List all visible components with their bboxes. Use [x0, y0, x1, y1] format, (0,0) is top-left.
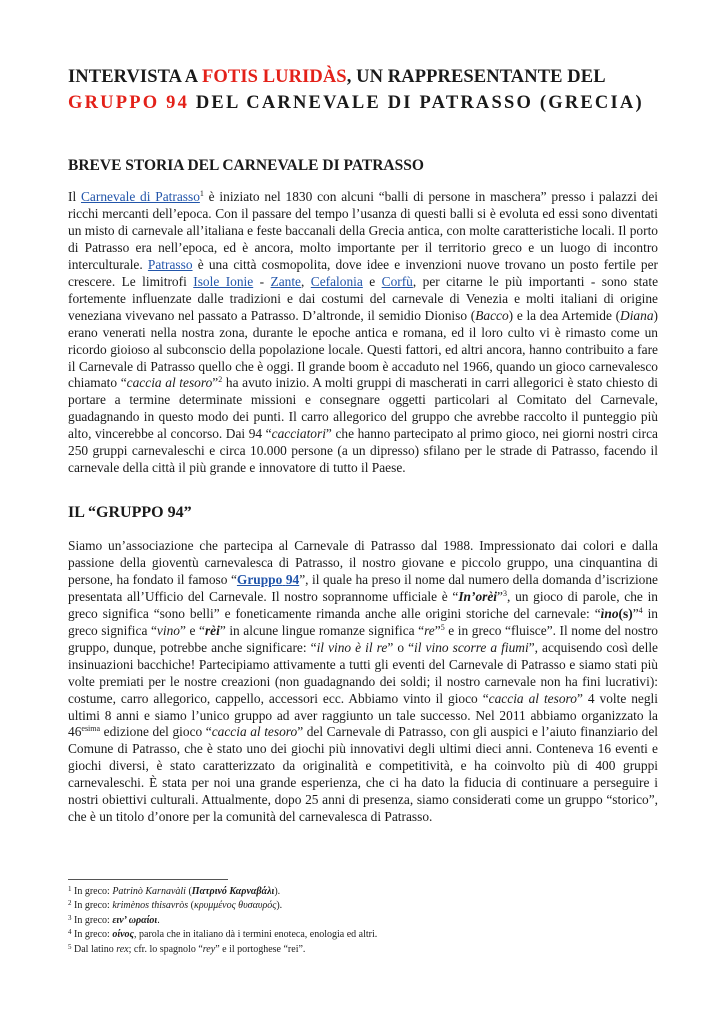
- link-gruppo-94[interactable]: Gruppo 94: [236, 571, 300, 587]
- footnote-ref-3[interactable]: 3: [503, 588, 507, 598]
- document-page: [68, 64, 659, 825]
- link-cefalonia[interactable]: Cefalonia: [310, 273, 363, 289]
- link-patrasso[interactable]: Patrasso: [147, 256, 193, 272]
- footnote-separator: [68, 879, 228, 880]
- link-carnevale-di-patrasso[interactable]: Carnevale di Patrasso: [80, 189, 200, 204]
- link-zante[interactable]: Zante: [270, 273, 301, 289]
- section-heading-history: BREVE STORIA DEL CARNEVALE DI PATRASSO: [68, 157, 424, 174]
- footnote-5: $^5$ Dal latino rex; cfr. lo spagnolo “rey” e il portoghese “rei”.: [68, 942, 306, 955]
- group-paragraph: Siamo un’associazione che partecipa al Carnevale di Patrasso dal 1988. Impressionato dai colori e dalla passione della gioventù carnevalesca di Patrasso, il nostro giovane e piccolo gruppo, una cinquantina di persone, ha fondato il famoso “Gruppo 94”, il quale ha preso il nome dal numero della domanda d’iscrizione presentata all’Ufficio del Carnevale. Il nostro soprannome ufficiale è “In’orèi”$^3$, un gioco di parole, che in greco significa “sono belli” e foneticamente rimanda anche alle origini storiche del carnevale: “ìno(s)”$^4$ in greco significa “vino” e “rèi” in alcune lingue romanze significa “re”$^5$ e in greco “fluisce”. Il nome del nostro gruppo, dunque, potrebbe anche significare: “il vino è il re” o “il vino scorre a fiumi”, acquisendo così delle insinuazioni bacchiche! Partecipiamo attivamente a tutti gli eventi del Carnevale di Patrasso e siamo stati più volte premiati per le nostre creazioni (non guadagnando dei soldi; il nostro carnevale non ha fini lucrativi): costume, carro allegorico, cappello, accessori ecc. Abbiamo vinto il gioco “caccia al tesoro” 4 volte negli ultimi 8 anni e siamo l’unico gruppo ad aver raggiunto un tale successo. Nel 2011 abbiamo organizzato la $46^{esima}$ edizione del gioco “caccia al tesoro” del Carnevale di Patrasso, con gli auspici e l’aiuto finanziario del Comune di Patrasso, che è stato uno dei giochi più innovativi degli ultimi dieci anni. Conteneva 16 eventi e giochi diversi, è stato caratterizzato da originalità e competitività, e ha coinvolto più di 400 gruppi carnevaleschi. È stata per noi una grande esperienza, che ci ha dato la fiducia di continuare a perseguire i nostri obiettivi culturali. Attualmente, dopo 25 anni di presenza, siamo considerati come un gruppo “storico”, che è un titolo d’onore per la comunità del carnevalesca di Patrasso.: [68, 538, 659, 825]
- link-corfu[interactable]: Corfù: [381, 273, 413, 289]
- footnotes: [68, 885, 658, 957]
- footnote-4: $^4$ In greco: οίνος, parola che in italiano dà i termini enoteca, enologia ed altri.: [68, 928, 378, 941]
- title-line-1: INTERVISTA A FOTIS LURIDÀS, UN RAPPRESENTANTE DEL: [68, 67, 606, 87]
- footnote-ref-1[interactable]: 1: [199, 189, 204, 198]
- footnote-ref-5[interactable]: 5: [440, 622, 445, 632]
- title-line-2: GRUPPO 94 DEL CARNEVALE DI PATRASSO (GRECIA): [68, 93, 644, 113]
- group-name: GRUPPO 94: [68, 93, 190, 113]
- section-heading-gruppo-94: IL “GRUPPO 94”: [68, 504, 192, 521]
- footnote-3: $^3$ In greco: ειν’ ωραίοι.: [68, 913, 160, 926]
- page-title: [68, 64, 658, 116]
- footnote-1: $^1$ In greco: Patrinò Karnavàli (Πατρινό Καρναβάλι).: [68, 885, 281, 897]
- footnote-ref-4[interactable]: 4: [638, 605, 643, 615]
- footnote-2: $^2$ In greco: krimènos thisavròs (κρυμμένος θυσαυρός).: [68, 899, 283, 912]
- footnote-ref-2[interactable]: 2: [218, 375, 223, 385]
- history-paragraph: Il Carnevale di Patrasso$^1$ è iniziato nel 1830 con alcuni “balli di persone in maschera” presso i palazzi dei ricchi mercanti dell’epoca. Con il passare del tempo l’usanza di questi balli si è evoluta ed essi sono diventati un misto di carnevale all’italiana e feste baccanali della Grecia antica, con molte caratteristiche locali. Il porto di Patrasso era nell’epoca, ed è ancora, molto importante per il territorio greco e un luogo di incontro interculturale. Patrasso è una città cosmopolita, dove idee e invenzioni nuove trovano un posto fertile per crescere. Le limitrofi Isole Ionie - Zante, Cefalonia e Corfù, per citarne le più importanti - sono state fortemente influenzate dalle tradizioni e dai costumi del carnevale di Venezia e molti italiani di origine veneziana vivevano nel passato a Patrasso. D’altronde, il semidio Dioniso (Bacco) e la dea Artemide (Diana) erano venerati nella nostra zona, durante le epoche antica e romana, ed il loro culto vi è rimasto come un ricordo gioioso al subconscio della popolazione locale. Questi fattori, ed altri ancora, hanno contribuito a fare il Carnevale di Patrasso quello che è oggi. Il grande boom è accaduto nel 1966, quando un gioco carnevalesco chiamato “caccia al tesoro”$^2$ ha avuto inizio. A molti gruppi di mascherati in carri allegorici è stato chiesto di portare a termine determinate missioni e consegnare oggetti particolari al Comitato del Carnevale, guadagnando in questo modo dei punti. Il carro allegorico del gruppo che avrebbe raccolto il punteggio più alto, vincerebbe al concorso. Dai 94 “cacciatori” che hanno partecipato al primo gioco, nei giorni nostri circa 250 gruppi carnevaleschi e circa 10.000 persone (a un dipresso) sfilano per le strade di Patrasso, facendo il carnevale della città il più grande e innovatore di tutto il Paese.: [68, 189, 659, 476]
- interviewee-name: FOTIS LURIDÀS: [201, 67, 347, 87]
- link-isole-ionie[interactable]: Isole Ionie: [193, 273, 254, 289]
